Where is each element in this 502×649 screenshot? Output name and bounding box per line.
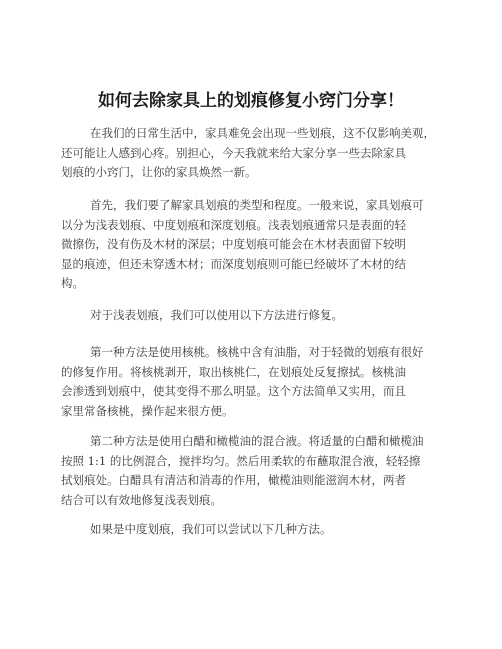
text-line: 构。: [61, 276, 84, 290]
text-line: 首先，我们要了解家具划痕的类型和程度。一般来说，家具划痕可: [90, 198, 424, 212]
text-line: 微擦伤，没有伤及木材的深层；中度划痕可能会在木材表面留下较明: [61, 237, 406, 251]
text-line: 家里常备核桃，操作起来很方便。: [61, 403, 234, 418]
text-line: 以分为浅表划痕、中度划痕和深度划痕。浅表划痕通常只是表面的轻: [61, 217, 406, 232]
text-line: 如果是中度划痕，我们可以尝试以下几种方法。: [90, 522, 332, 536]
paragraph-walnut-method: [61, 343, 424, 421]
paragraph-light-scratch-intro: [61, 306, 343, 326]
text-line: 拭划痕处。白醋具有清洁和消毒的作用，橄榄油则能滋润木材，两者: [61, 473, 406, 487]
text-line: 对于浅表划痕，我们可以使用以下方法进行修复。: [90, 308, 343, 322]
text-line: 按照 1:1 的比例混合，搅拌均匀。然后用柔软的布蘸取混合液，轻轻擦: [61, 453, 421, 468]
paragraph-scratch-types: [61, 196, 424, 294]
page-title: 如何去除家具上的划痕修复小窍门分享！: [98, 91, 404, 111]
text-line: 在我们的日常生活中，家具难免会出现一些划痕，这不仅影响美观，: [90, 126, 435, 140]
text-line: 第一种方法是使用核桃。核桃中含有油脂，对于轻微的划痕有很好: [90, 345, 424, 359]
paragraph-vinegar-oil-method: [61, 432, 424, 510]
text-line: 显的痕迹，但还未穿透木材；而深度划痕则可能已经破坏了木材的结: [61, 256, 406, 271]
paragraph-medium-scratch-intro: [61, 520, 332, 540]
text-line: 划痕的小窍门，让你的家具焕然一新。: [61, 165, 257, 179]
text-line: 结合可以有效地修复浅表划痕。: [61, 492, 222, 507]
text-line: 还可能让人感到心疼。别担心，今天我就来给大家分享一些去除家具: [61, 145, 406, 160]
text-line: 会渗透到划痕中，使其变得不那么明显。这个方法简单又实用，而且: [61, 384, 406, 398]
text-line: 第二种方法是使用白醋和橄榄油的混合液。将适量的白醋和橄榄油: [90, 434, 424, 448]
paragraph-intro: [61, 124, 435, 183]
text-line: 的修复作用。将核桃剥开，取出核桃仁，在划痕处反复擦拭。核桃油: [61, 364, 406, 379]
